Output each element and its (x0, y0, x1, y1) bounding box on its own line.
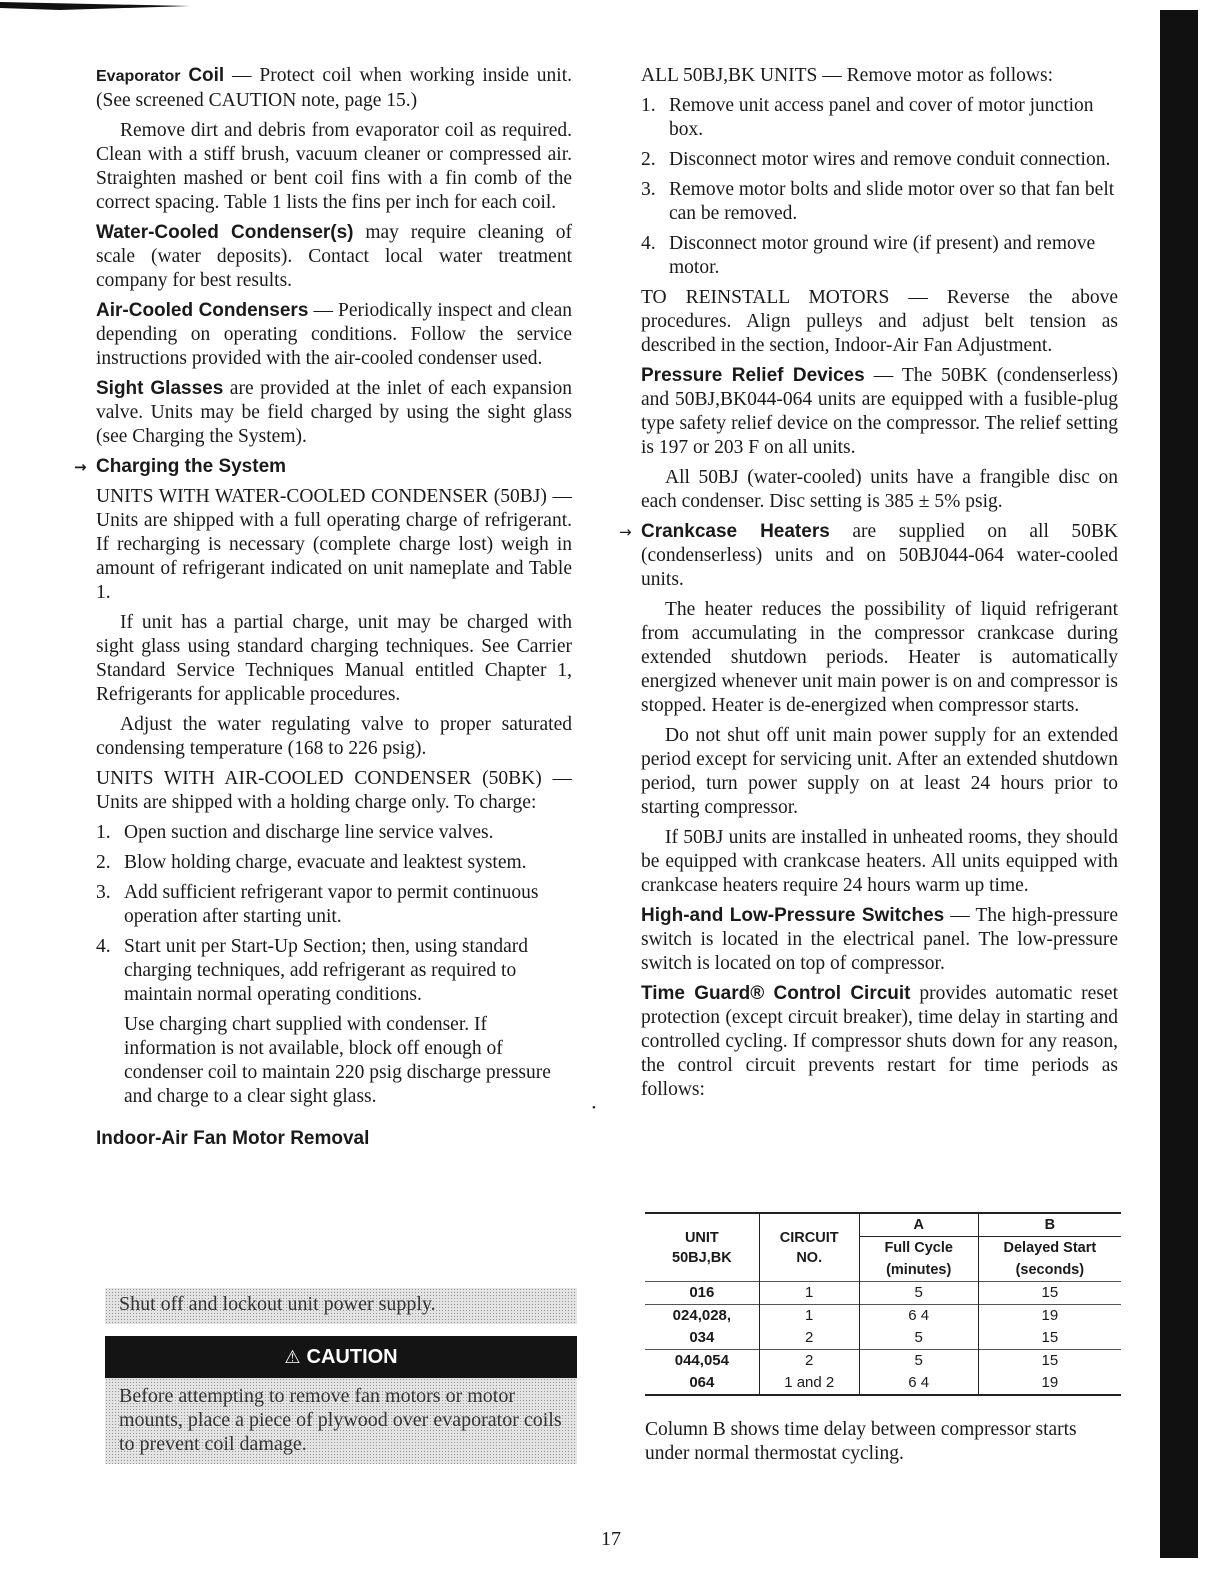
header-b-label: Delayed Start (978, 1237, 1121, 1260)
water-cooled-heading: Water-Cooled Condenser(s) (96, 222, 354, 243)
list-item: 2. Disconnect motor wires and remove conduit connection. (641, 149, 1111, 170)
column-b-note: Column B shows time delay between compressor starts under normal thermostat cycling. (645, 1419, 1077, 1464)
pressure-relief-heading: Pressure Relief Devices (641, 365, 865, 386)
header-b: B (978, 1213, 1121, 1237)
sight-glasses-heading: Sight Glasses (96, 378, 224, 399)
scan-edge-mark (0, 0, 190, 12)
list-item: 3. Add sufficient refrigerant vapor to permit continuous operation after starting unit. (96, 882, 539, 927)
air-cooled-heading: Air-Cooled Condensers (96, 300, 309, 321)
pressure-switches-heading: High-and Low-Pressure Switches (641, 905, 945, 926)
change-arrow-icon: → (619, 523, 632, 541)
page-edge-bar (1160, 10, 1198, 1558)
pressure-switches-text: — The high-pressure switch is located in the electrical panel. The low-pressure switch is located on top of compressor. (641, 905, 1118, 974)
header-a-label: Full Cycle (859, 1237, 978, 1260)
caution-notice (105, 1378, 577, 1464)
pressure-relief-paragraph (641, 364, 1118, 460)
crankcase-paragraph (619, 520, 1118, 592)
heater-paragraph: The heater reduces the possibility of liquid refrigerant from accumulating in the compressor crankcase during extended shutdown periods. Heater is automatically energized whenever unit main power is on and compressor is stopped. Heater is de-energized when compressor starts. (641, 599, 1118, 716)
table-row: 024,028, 1 6 4 19 (645, 1305, 1121, 1328)
frangible-disc-paragraph: All 50BJ (water-cooled) units have a frangible disc on each condenser. Disc setting is 385 ± 5% psig. (641, 467, 1118, 512)
adjust-valve-paragraph: Adjust the water regulating valve to proper saturated condensing temperature (168 to 226 psig). (96, 714, 572, 759)
charging-steps-list (96, 821, 572, 1007)
time-guard-table (645, 1212, 1121, 1396)
caution-label: CAUTION (306, 1346, 398, 1368)
left-column (74, 64, 573, 1157)
evap-text: — Protect coil when working inside unit. (See screened CAUTION note, page 15.) (96, 65, 573, 111)
water-cooled-text: may require cleaning of scale (water deposits). Contact local water treatment company for best results. (96, 222, 572, 291)
list-item: 4. Start unit per Start-Up Section; then, using standard charging techniques, add refrigerant as required to maintain normal operating conditions. (96, 936, 529, 1005)
pressure-switches-paragraph (641, 904, 1118, 976)
right-column (619, 64, 1118, 1108)
warning-triangle-icon: ⚠ (284, 1347, 301, 1367)
list-item: 1. Remove unit access panel and cover of motor junction box. (641, 95, 1094, 140)
crankcase-heading: Crankcase Heaters (641, 521, 830, 542)
air-cooled-units-paragraph: UNITS WITH AIR-COOLED CONDENSER (50BK) — Units are shipped with a holding charge only. To charge: (96, 768, 572, 813)
time-guard-text: provides automatic reset protection (except circuit breaker), time delay in starting and controlled cycling. If compressor shuts down for any reason, the control circuit prevents restart for time periods as follows: (641, 983, 1118, 1100)
list-item: 1. Open suction and discharge line service valves. (96, 822, 494, 843)
page-number: 17 (601, 1528, 621, 1550)
charging-heading (74, 455, 572, 479)
reinstall-paragraph: TO REINSTALL MOTORS — Reverse the above procedures. Align pulleys and adjust belt tension as described in the section, Indoor-Air Fan Adjustment. (641, 287, 1118, 356)
header-circuit: CIRCUIT NO. (759, 1213, 859, 1282)
table-row: 044,054 2 5 15 (645, 1350, 1121, 1373)
caution-banner (105, 1336, 577, 1378)
time-guard-heading: Time Guard® Control Circuit (641, 983, 911, 1004)
scan-speck: • (592, 1102, 596, 1114)
motor-removal-steps-list (641, 94, 1118, 280)
table-row: 064 1 and 2 6 4 19 (645, 1372, 1121, 1395)
charging-heading-text: Charging the System (96, 456, 287, 477)
sight-glasses-text: are provided at the inlet of each expansion valve. Units may be field charged by using the sight glass (see Charging the System). (96, 378, 572, 447)
main-power-paragraph: Do not shut off unit main power supply for an extended period except for servicing unit. After an extended shutdown period, turn power supply on at least 24 hours prior to starting compressor. (641, 725, 1118, 818)
change-arrow-icon: → (74, 458, 87, 476)
header-b-unit: (seconds) (978, 1259, 1121, 1282)
shutoff-notice (105, 1288, 577, 1324)
list-item: 2. Blow holding charge, evacuate and leaktest system. (96, 852, 527, 873)
list-item: 3. Remove motor bolts and slide motor over so that fan belt can be removed. (641, 179, 1115, 224)
evap-cleaning-paragraph: Remove dirt and debris from evaporator coil as required. Clean with a stiff brush, vacuum cleaner or compressed air. Straighten mashed or bent coil fins with a fin comb of the correct spacing. Table 1 lists the fins per inch for each coil. (96, 120, 572, 213)
evap-heading-word2: Coil (188, 65, 225, 86)
table-row: 016 1 5 15 (645, 1282, 1121, 1305)
water-cooled-paragraph (96, 221, 572, 293)
list-item: 4. Disconnect motor ground wire (if present) and remove motor. (641, 233, 1096, 278)
evap-heading-word1: Evaporator (96, 68, 181, 85)
air-cooled-text: — Periodically inspect and clean depending on operating conditions. Follow the service instructions provided with the air-cooled condenser used. (96, 300, 572, 369)
caution-text: Before attempting to remove fan motors or motor mounts, place a piece of plywood over evaporator coils to prevent coil damage. (119, 1385, 562, 1455)
partial-charge-paragraph: If unit has a partial charge, unit may be charged with sight glass using standard charging techniques. See Carrier Standard Service Techniques Manual entitled Chapter 1, Refrigerants for applicable procedures. (96, 612, 572, 705)
sight-glasses-paragraph (96, 377, 572, 449)
pressure-relief-text: — The 50BK (condenserless) and 50BJ,BK044-064 units are equipped with a fusible-plug type safety relief device on the compressor. The relief setting is 197 or 203 F on all units. (641, 365, 1118, 458)
table-row: 034 2 5 15 (645, 1327, 1121, 1350)
unheated-rooms-paragraph: If 50BJ units are installed in unheated rooms, they should be equipped with crankcase heaters. All units equipped with crankcase heaters require 24 hours warm up time. (641, 827, 1118, 896)
water-cooled-units-paragraph: UNITS WITH WATER-COOLED CONDENSER (50BJ) — Units are shipped with a full operating charge of refrigerant. If recharging is necessary (complete charge lost) weigh in amount of refrigerant indicated on unit nameplate and Table 1. (96, 486, 572, 603)
fan-motor-removal-heading: Indoor-Air Fan Motor Removal (96, 1128, 370, 1149)
header-unit: UNIT 50BJ,BK (645, 1213, 759, 1282)
all-units-paragraph: ALL 50BJ,BK UNITS — Remove motor as follows: (641, 65, 1054, 86)
shutoff-text: Shut off and lockout unit power supply. (119, 1293, 436, 1315)
evap-paragraph (96, 64, 572, 113)
header-a: A (859, 1213, 978, 1237)
crankcase-text: are supplied on all 50BK (condenserless) units and on 50BJ044-064 water-cooled units. (641, 521, 1118, 590)
header-a-unit: (minutes) (859, 1259, 978, 1282)
charging-chart-note: Use charging chart supplied with condenser. If information is not available, block off enough of condenser coil to maintain 220 psig discharge pressure and charge to a clear sight glass. (124, 1014, 551, 1107)
air-cooled-paragraph (96, 299, 572, 371)
time-guard-paragraph (641, 982, 1118, 1102)
